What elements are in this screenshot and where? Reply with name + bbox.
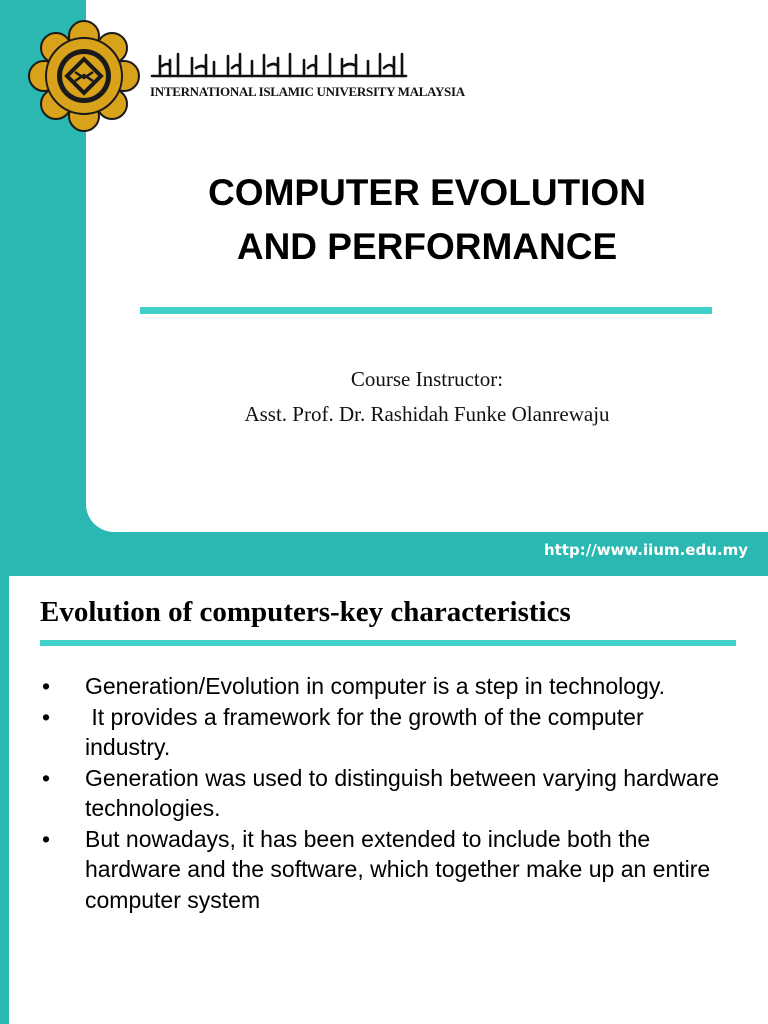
bullet-item bbox=[42, 702, 732, 763]
iium-emblem-logo bbox=[28, 18, 140, 134]
bullet-list bbox=[42, 671, 732, 915]
slide-left-border bbox=[0, 576, 9, 1024]
university-name: INTERNATIONAL ISLAMIC UNIVERSITY MALAYSIA bbox=[150, 84, 465, 99]
content-slide bbox=[0, 576, 768, 1024]
slide-heading: Evolution of computers-key characteristics bbox=[40, 596, 571, 628]
title-line-2: AND PERFORMANCE bbox=[236, 226, 618, 267]
slide-title bbox=[86, 166, 768, 274]
bullet-dot: • bbox=[42, 764, 51, 791]
bullet-item bbox=[42, 763, 732, 824]
arabic-calligraphy-mark bbox=[148, 52, 410, 82]
bullet-item bbox=[42, 824, 732, 916]
bullet-text: It provides a framework for the growth of the computer industry. bbox=[85, 703, 651, 760]
instructor-name: Asst. Prof. Dr. Rashidah Funke Olanrewaju bbox=[244, 402, 610, 426]
bullet-text: Generation/Evolution in computer is a step in technology. bbox=[85, 673, 666, 699]
title-divider bbox=[140, 307, 712, 314]
bullet-item bbox=[42, 671, 732, 702]
instructor-label: Course Instructor: bbox=[350, 367, 504, 391]
heading-divider bbox=[40, 640, 736, 646]
bullet-dot: • bbox=[42, 825, 51, 852]
bullet-text: Generation was used to distinguish between varying hardware technologies. bbox=[85, 764, 720, 821]
bullet-text: But nowadays, it has been extended to include both the hardware and the software, which together make up an entire computer system bbox=[85, 825, 711, 913]
bullet-dot: • bbox=[42, 703, 51, 730]
bullet-dot: • bbox=[42, 673, 51, 699]
university-url: http://www.iium.edu.my bbox=[543, 541, 748, 559]
title-line-1: COMPUTER EVOLUTION bbox=[208, 172, 646, 213]
